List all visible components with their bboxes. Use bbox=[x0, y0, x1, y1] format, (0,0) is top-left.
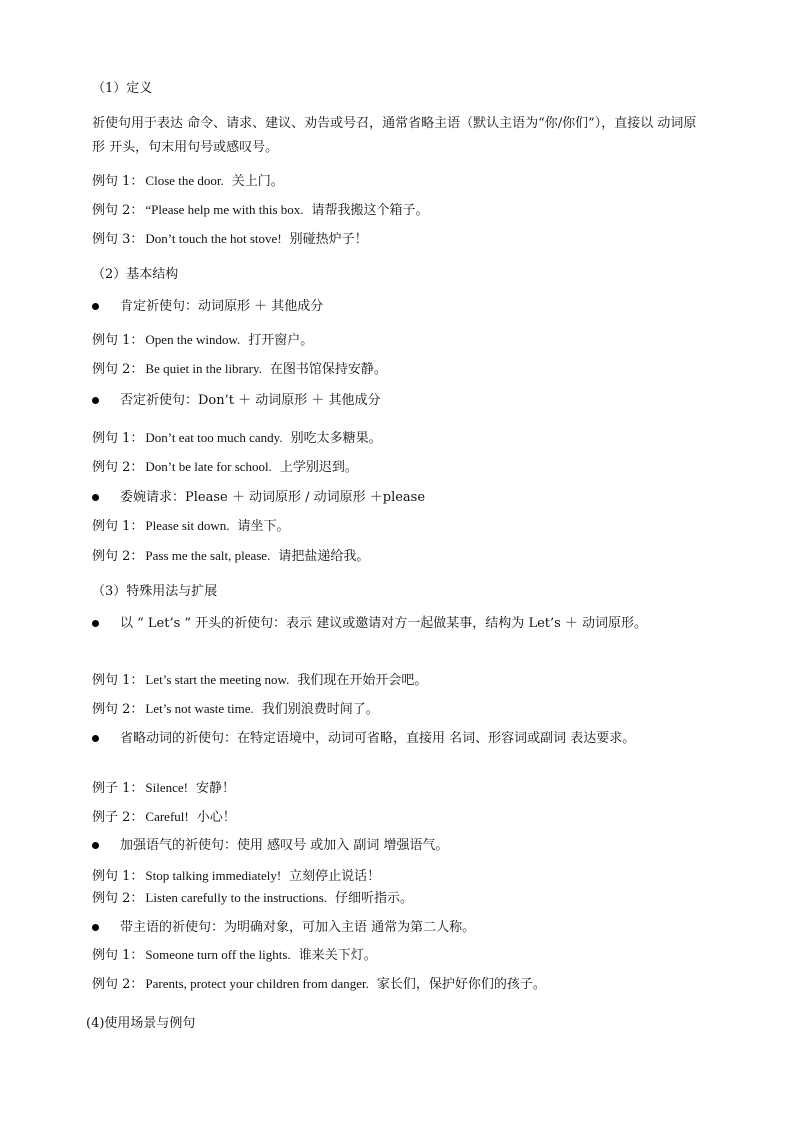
bullet-dot-icon bbox=[92, 620, 99, 627]
section-heading-definition: （1）定义 bbox=[92, 81, 153, 96]
example-label: 例句 2： bbox=[92, 891, 144, 906]
bullet-text: 委婉请求：Please ＋ 动词原形 / 动词原形 ＋please bbox=[120, 490, 426, 505]
bullet-item bbox=[92, 487, 712, 509]
bullet-dot-icon bbox=[92, 494, 99, 501]
example-label: 例句 2： bbox=[92, 362, 144, 377]
example-chinese: 打开窗户。 bbox=[248, 333, 314, 348]
example-english: Don’t eat too much candy. bbox=[145, 430, 283, 445]
example-english: Please sit down. bbox=[145, 518, 230, 533]
example-chinese: 小心！ bbox=[196, 810, 236, 825]
example-english: Listen carefully to the instructions. bbox=[145, 890, 327, 905]
example-chinese: 关上门。 bbox=[231, 174, 284, 189]
example-label: 例子 2： bbox=[92, 810, 144, 825]
example-chinese: 立刻停止说话！ bbox=[289, 869, 381, 884]
example-chinese: 谁来关下灯。 bbox=[298, 948, 377, 963]
example-english: Be quiet in the library. bbox=[145, 361, 262, 376]
example-chinese: 我们现在开始开会吧。 bbox=[297, 673, 428, 688]
example-line bbox=[92, 516, 712, 537]
bullet-dot-icon bbox=[92, 842, 99, 849]
definition-paragraph: 祈使句用于表达 命令、请求、建议、劝告或号召，通常省略主语（默认主语为“你/你们”），直接以 动词原形 开头，句末用句号或感叹号。 bbox=[92, 116, 697, 155]
example-line bbox=[92, 171, 712, 192]
example-chinese: 请把盐递给我。 bbox=[278, 549, 370, 564]
example-english: Careful! bbox=[145, 809, 189, 824]
example-label: 例句 1： bbox=[92, 519, 144, 534]
example-english: Stop talking immediately! bbox=[145, 868, 282, 883]
example-english: Silence! bbox=[145, 780, 188, 795]
example-label: 例子 1： bbox=[92, 781, 144, 796]
example-chinese: 在图书馆保持安静。 bbox=[269, 362, 387, 377]
example-chinese: 上学别迟到。 bbox=[279, 460, 358, 475]
bullet-item bbox=[92, 728, 712, 750]
example-line bbox=[92, 699, 712, 720]
example-english: Let’s not waste time. bbox=[145, 701, 254, 716]
example-english: Open the window. bbox=[145, 332, 241, 347]
example-chinese: 安静！ bbox=[196, 781, 236, 796]
example-label: 例句 1： bbox=[92, 333, 144, 348]
example-line bbox=[92, 428, 712, 449]
example-label: 例句 1： bbox=[92, 174, 144, 189]
example-english: “Please help me with this box. bbox=[145, 202, 304, 217]
example-chinese: 请帮我搬这个箱子。 bbox=[311, 203, 429, 218]
bullet-text: 省略动词的祈使句：在特定语境中，动词可省略，直接用 名词、形容词或副词 表达要求。 bbox=[120, 731, 636, 746]
example-label: 例句 2： bbox=[92, 203, 144, 218]
bullet-item bbox=[92, 390, 712, 412]
bullet-dot-icon bbox=[92, 924, 99, 931]
example-english: Don’t be late for school. bbox=[145, 459, 272, 474]
example-label: 例句 3： bbox=[92, 232, 144, 247]
example-chinese: 仔细听指示。 bbox=[335, 891, 414, 906]
example-label: 例句 1： bbox=[92, 431, 144, 446]
example-chinese: 我们别浪费时间了。 bbox=[261, 702, 379, 717]
example-english: Don’t touch the hot stove! bbox=[145, 231, 282, 246]
example-line bbox=[92, 670, 712, 691]
example-line bbox=[92, 807, 712, 828]
bullet-dot-icon bbox=[92, 397, 99, 404]
bullet-dot-icon bbox=[92, 735, 99, 742]
bullet-text: 带主语的祈使句：为明确对象，可加入主语 通常为第二人称。 bbox=[120, 920, 476, 935]
example-label: 例句 1： bbox=[92, 673, 144, 688]
example-chinese: 请坐下。 bbox=[237, 519, 290, 534]
bullet-item bbox=[92, 917, 712, 939]
example-chinese: 家长们，保护好你们的孩子。 bbox=[376, 977, 546, 992]
bullet-text: 否定祈使句：Don’t ＋ 动词原形 ＋ 其他成分 bbox=[120, 393, 381, 408]
example-label: 例句 2： bbox=[92, 549, 144, 564]
example-line bbox=[92, 457, 712, 478]
example-english: Close the door. bbox=[145, 173, 224, 188]
example-line bbox=[92, 888, 712, 909]
example-line bbox=[92, 778, 712, 799]
section-heading-structure: （2）基本结构 bbox=[92, 267, 179, 282]
example-line bbox=[92, 359, 712, 380]
bullet-text: 以 “ Let’s ” 开头的祈使句：表示 建议或邀请对方一起做某事，结构为 Let’s ＋ 动词原形。 bbox=[120, 616, 648, 631]
example-label: 例句 2： bbox=[92, 977, 144, 992]
example-chinese: 别吃太多糖果。 bbox=[290, 431, 382, 446]
bullet-item bbox=[92, 613, 712, 635]
example-line bbox=[92, 200, 712, 221]
section-heading-special-usage: （3）特殊用法与扩展 bbox=[92, 584, 218, 599]
example-line bbox=[92, 229, 712, 250]
example-english: Parents, protect your children from danger. bbox=[145, 976, 369, 991]
bullet-item bbox=[92, 296, 712, 318]
example-english: Pass me the salt, please. bbox=[145, 548, 271, 563]
example-line bbox=[92, 546, 712, 567]
example-label: 例句 2： bbox=[92, 702, 144, 717]
example-line bbox=[92, 866, 712, 887]
example-english: Someone turn off the lights. bbox=[145, 947, 291, 962]
example-label: 例句 2： bbox=[92, 460, 144, 475]
example-english: Let’s start the meeting now. bbox=[145, 672, 290, 687]
bullet-text: 肯定祈使句：动词原形 ＋ 其他成分 bbox=[120, 299, 324, 314]
example-line bbox=[92, 974, 712, 995]
bullet-item bbox=[92, 835, 712, 857]
bullet-text: 加强语气的祈使句：使用 感叹号 或加入 副词 增强语气。 bbox=[120, 838, 449, 853]
example-line bbox=[92, 945, 712, 966]
example-label: 例句 1： bbox=[92, 869, 144, 884]
example-line bbox=[92, 330, 712, 351]
example-chinese: 别碰热炉子！ bbox=[289, 232, 368, 247]
section-heading-scenarios: (4)使用场景与例句 bbox=[86, 1016, 196, 1031]
bullet-dot-icon bbox=[92, 303, 99, 310]
example-label: 例句 1： bbox=[92, 948, 144, 963]
